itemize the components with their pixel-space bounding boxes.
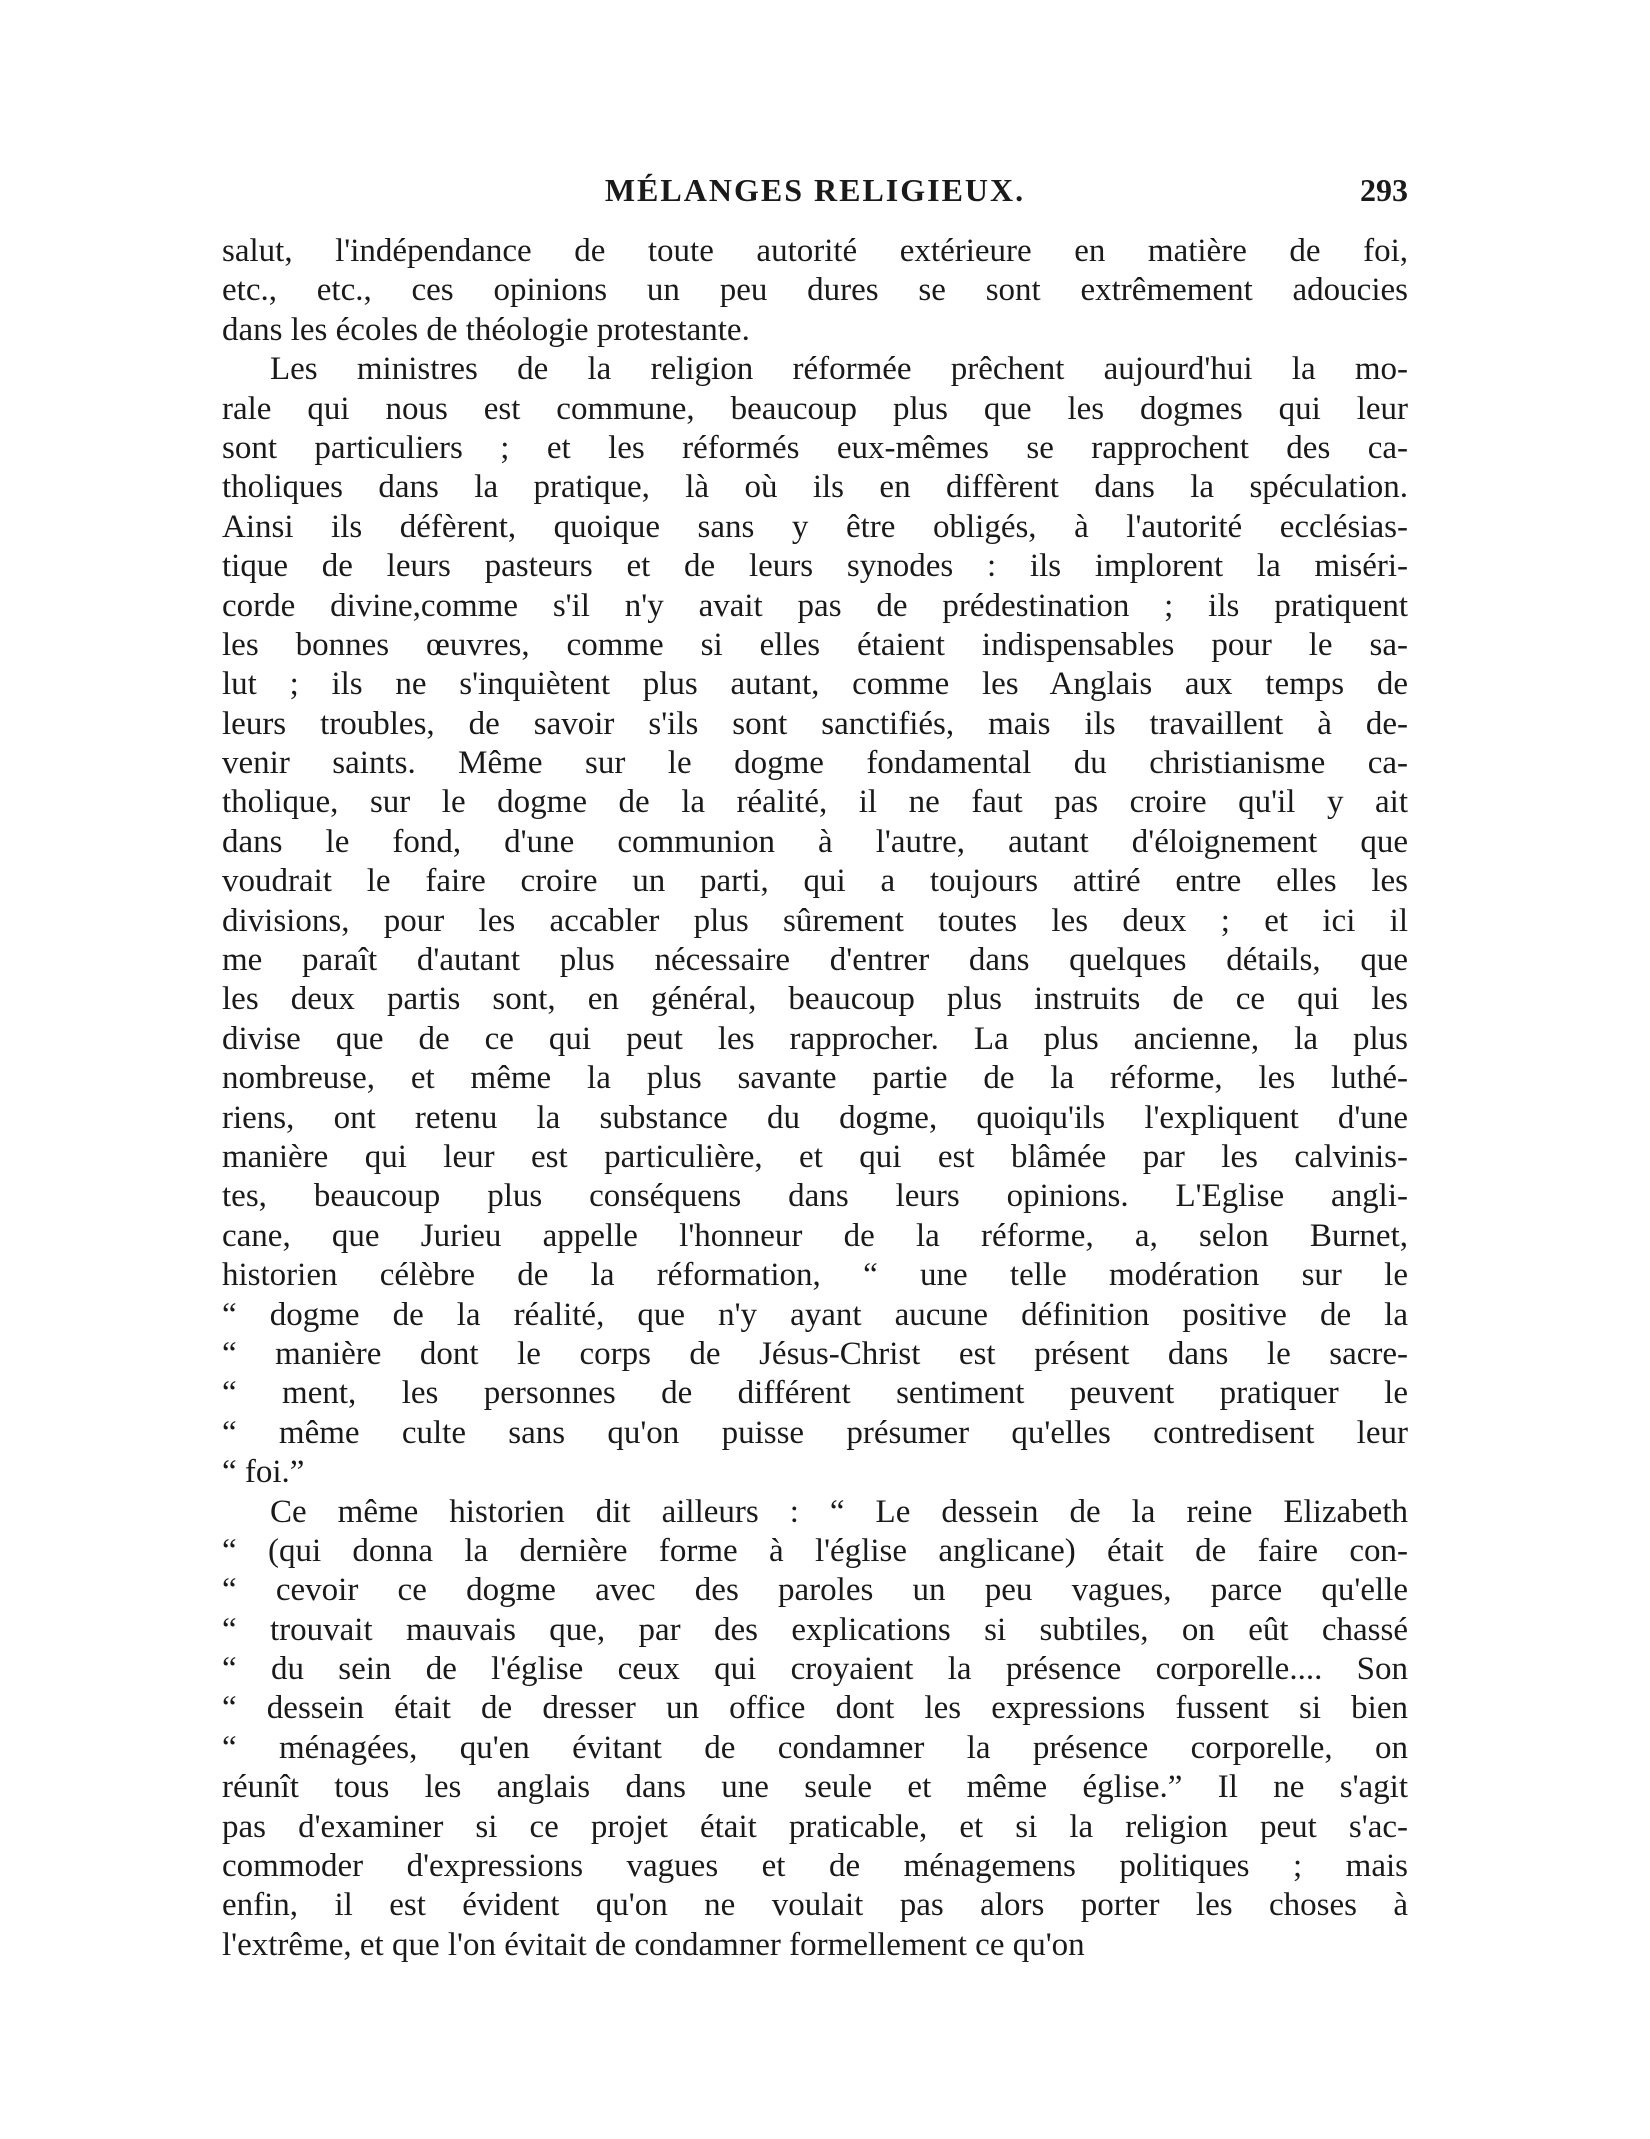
text-line: dans les écoles de théologie protestante. — [222, 311, 750, 348]
text-line: “ cevoir ce dogme avec des paroles un peu vagues, parce qu'elle — [222, 1572, 1408, 1609]
text-line: historien célèbre de la réformation, “ une telle modération sur le — [222, 1257, 1408, 1294]
text-line: riens, ont retenu la substance du dogme, quoiqu'ils l'expliquent d'une — [222, 1099, 1408, 1136]
text-line: tholiques dans la pratique, là où ils en diffèrent dans la spéculation. — [222, 469, 1408, 506]
paragraph — [222, 350, 1408, 1492]
text-line: “ (qui donna la dernière forme à l'église anglicane) était de faire con- — [222, 1532, 1408, 1569]
text-line: divise que de ce qui peut les rapprocher. La plus ancienne, la plus — [222, 1020, 1408, 1057]
text-line: l'extrême, et que l'on évitait de condamner formellement ce qu'on — [222, 1926, 1085, 1963]
text-line: “ ménagées, qu'en évitant de condamner la présence corporelle, on — [222, 1729, 1408, 1766]
text-line: les deux partis sont, en général, beaucoup plus instruits de ce qui les — [222, 981, 1408, 1018]
text-line: nombreuse, et même la plus savante partie de la réforme, les luthé- — [222, 1060, 1408, 1097]
text-line: corde divine,comme s'il n'y avait pas de prédestination ; ils pratiquent — [222, 587, 1408, 624]
text-line: Ce même historien dit ailleurs : “ Le dessein de la reine Elizabeth — [270, 1493, 1408, 1530]
text-line: salut, l'indépendance de toute autorité extérieure en matière de foi, — [222, 233, 1408, 269]
text-line: venir saints. Même sur le dogme fondamental du christianisme ca- — [222, 745, 1408, 782]
text-line: cane, que Jurieu appelle l'honneur de la réforme, a, selon Burnet, — [222, 1217, 1408, 1254]
text-line: sont particuliers ; et les réformés eux-mêmes se rapprochent des ca- — [222, 429, 1408, 466]
text-line: divisions, pour les accabler plus sûrement toutes les deux ; et ici il — [222, 902, 1408, 939]
text-line: voudrait le faire croire un parti, qui a toujours attiré entre elles les — [222, 863, 1408, 900]
text-line: pas d'examiner si ce projet était praticable, et si la religion peut s'ac- — [222, 1808, 1408, 1845]
text-line: Ainsi ils défèrent, quoique sans y être obligés, à l'autorité ecclésias- — [222, 508, 1408, 545]
text-line: réunît tous les anglais dans une seule et même église.” Il ne s'agit — [222, 1769, 1408, 1806]
text-line: tique de leurs pasteurs et de leurs synodes : ils implorent la miséri- — [222, 548, 1408, 585]
text-line: enfin, il est évident qu'on ne voulait pas alors porter les choses à — [222, 1887, 1408, 1924]
text-line: me paraît d'autant plus nécessaire d'entrer dans quelques détails, que — [222, 942, 1408, 979]
text-line: “ dessein était de dresser un office dont les expressions fussent si bien — [222, 1690, 1408, 1727]
text-line: “ même culte sans qu'on puisse présumer qu'elles contredisent leur — [222, 1414, 1408, 1451]
text-line: commoder d'expressions vagues et de ménagemens politiques ; mais — [222, 1848, 1408, 1885]
text-line: “ manière dont le corps de Jésus-Christ est présent dans le sacre- — [222, 1335, 1408, 1372]
text-line: lut ; ils ne s'inquiètent plus autant, comme les Anglais aux temps de — [222, 666, 1408, 703]
paragraph — [222, 232, 1408, 350]
text-line: “ foi.” — [222, 1454, 305, 1491]
text-line: “ ment, les personnes de différent sentiment peuvent pratiquer le — [222, 1375, 1408, 1412]
text-line: Les ministres de la religion réformée prêchent aujourd'hui la mo- — [270, 351, 1408, 388]
text-line: etc., etc., ces opinions un peu dures se sont extrêmement adoucies — [222, 272, 1408, 309]
text-line: tes, beaucoup plus conséquens dans leurs opinions. L'Eglise angli- — [222, 1178, 1408, 1215]
text-line: leurs troubles, de savoir s'ils sont sanctifiés, mais ils travaillent à de- — [222, 705, 1408, 742]
body-text — [222, 232, 1408, 1965]
text-line: dans le fond, d'une communion à l'autre, autant d'éloignement que — [222, 823, 1408, 860]
running-head — [222, 172, 1408, 220]
text-line: “ dogme de la réalité, que n'y ayant aucune définition positive de la — [222, 1296, 1408, 1333]
text-line: les bonnes œuvres, comme si elles étaient indispensables pour le sa- — [222, 626, 1408, 663]
text-line: tholique, sur le dogme de la réalité, il ne faut pas croire qu'il y ait — [222, 784, 1408, 821]
page-number: 293 — [1360, 172, 1408, 208]
running-head-title: MÉLANGES RELIGIEUX. — [604, 172, 1026, 208]
paragraph — [222, 1493, 1408, 1966]
text-line: “ du sein de l'église ceux qui croyaient la présence corporelle.... Son — [222, 1651, 1408, 1688]
text-line: manière qui leur est particulière, et qui est blâmée par les calvinis- — [222, 1138, 1408, 1175]
text-line: rale qui nous est commune, beaucoup plus que les dogmes qui leur — [222, 390, 1408, 427]
text-line: “ trouvait mauvais que, par des explications si subtiles, on eût chassé — [222, 1611, 1408, 1648]
